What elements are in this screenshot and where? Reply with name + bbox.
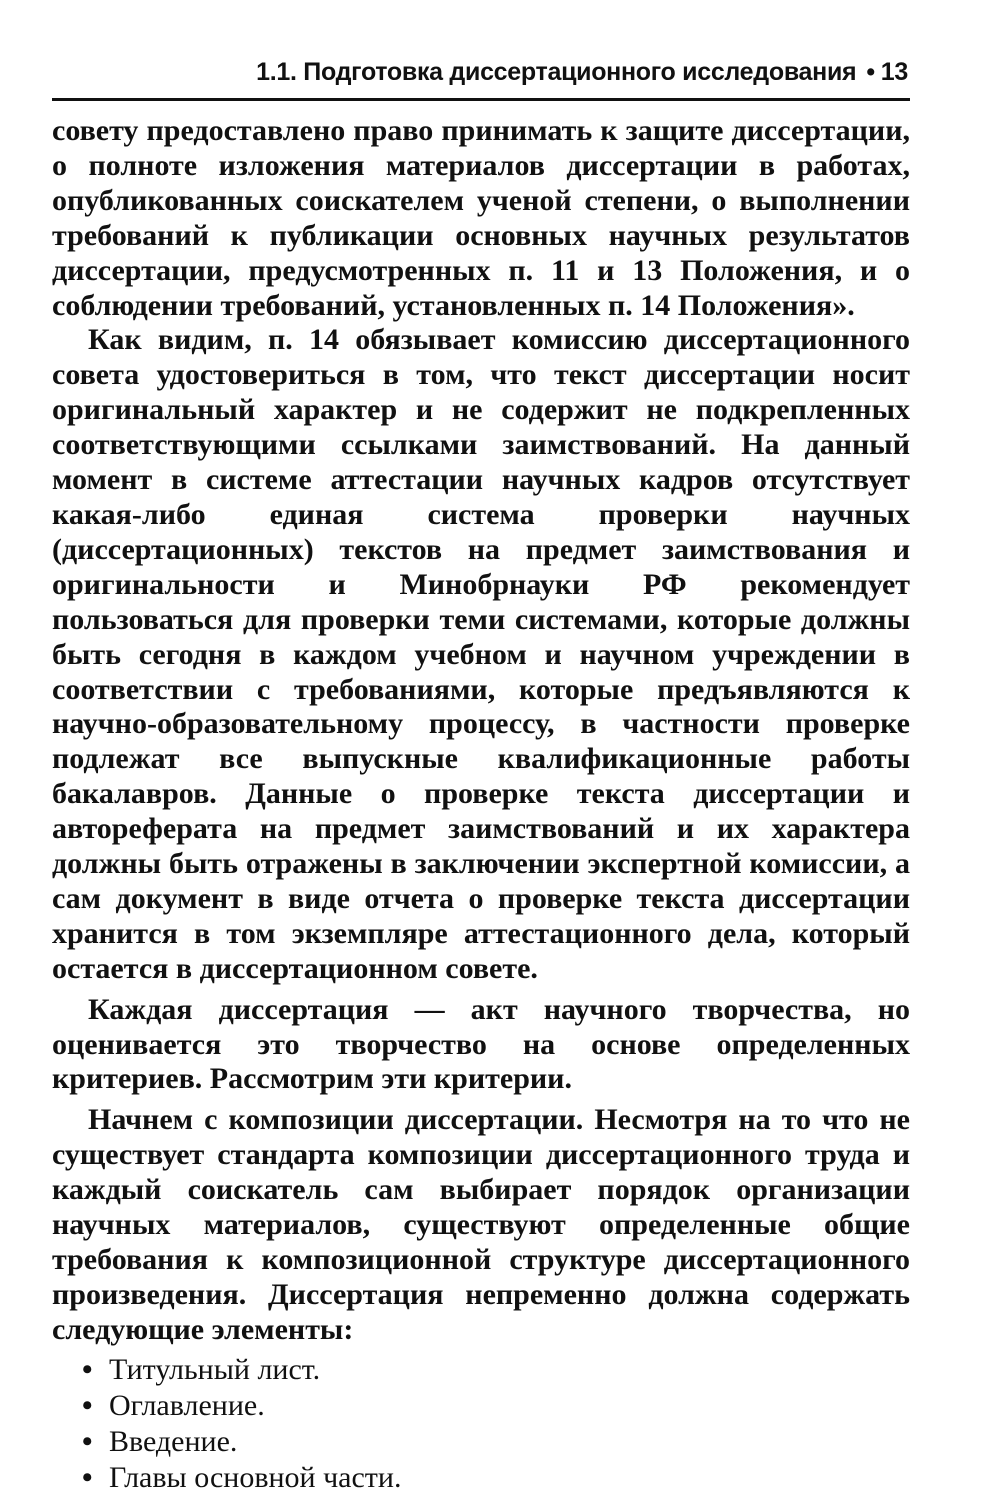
bullet-icon: • (82, 1460, 93, 1494)
bullet-icon: • (82, 1424, 93, 1458)
header-separator: • (866, 58, 875, 86)
list-item (52, 1460, 910, 1496)
bullet-icon: • (82, 1388, 93, 1422)
list-item-text: Введение. (109, 1424, 238, 1458)
list-item-text: Титульный лист. (109, 1352, 321, 1386)
header-rule (52, 98, 910, 101)
page-number: 13 (880, 58, 908, 86)
list-item (52, 1424, 910, 1460)
list-item-text: Оглавление. (109, 1388, 265, 1422)
bullet-icon: • (82, 1352, 93, 1386)
elements-list (52, 1352, 910, 1496)
paragraph-continuation: совету предоставлено право принимать к защите диссертации, о полноте изложения материалов диссертации в работах, опубликованных соискателем ученой степени, о выполнении требований к публикации основных научных результатов диссертации, предусмотренных п. 11 и 13 Положения, и о соблюдении требований, установленных п. 14 Положения». (52, 114, 910, 322)
list-item (52, 1352, 910, 1388)
running-title: 1.1. Подготовка диссертационного исследования (256, 58, 857, 86)
body-text (52, 114, 910, 1496)
list-item (52, 1388, 910, 1424)
paragraph: Каждая диссертация — акт научного творчества, но оценивается это творчество на основе определенных критериев. Рассмотрим эти критерии. (52, 992, 910, 1096)
paragraph: Начнем с композиции диссертации. Несмотря на то что не существует стандарта композиции диссертационного труда и каждый соискатель сам выбирает порядок организации научных материалов, существуют определенные общие требования к композиционной структуре диссертационного произведения. Диссертация непременно должна содержать следующие элементы: (52, 1103, 910, 1346)
running-header (52, 58, 908, 100)
list-item-text: Главы основной части. (109, 1460, 402, 1494)
paragraph: Как видим, п. 14 обязывает комиссию диссертационного совета удостовериться в том, что текст диссертации носит оригинальный характер и не содержит не подкрепленных соответствующими ссылками заимствований. На данный момент в системе аттестации научных кадров отсутствует какая-либо единая система проверки научных (диссертационных) текстов на предмет заимствования и оригинальности и Минобрнауки РФ рекомендует пользоваться для проверки теми системами, которые должны быть сегодня в каждом учебном и научном учреждении в соответствии с требованиями, которые предъявляются к научно-образовательному процессу, в частности проверке подлежат все выпускные квалификационные работы бакалавров. Данные о проверке текста диссертации и автореферата на предмет заимствований и их характера должны быть отражены в заключении экспертной комиссии, а сам документ в виде отчета о проверке текста диссертации хранится в том экземпляре аттестационного дела, который остается в диссертационном совете. (52, 323, 910, 985)
